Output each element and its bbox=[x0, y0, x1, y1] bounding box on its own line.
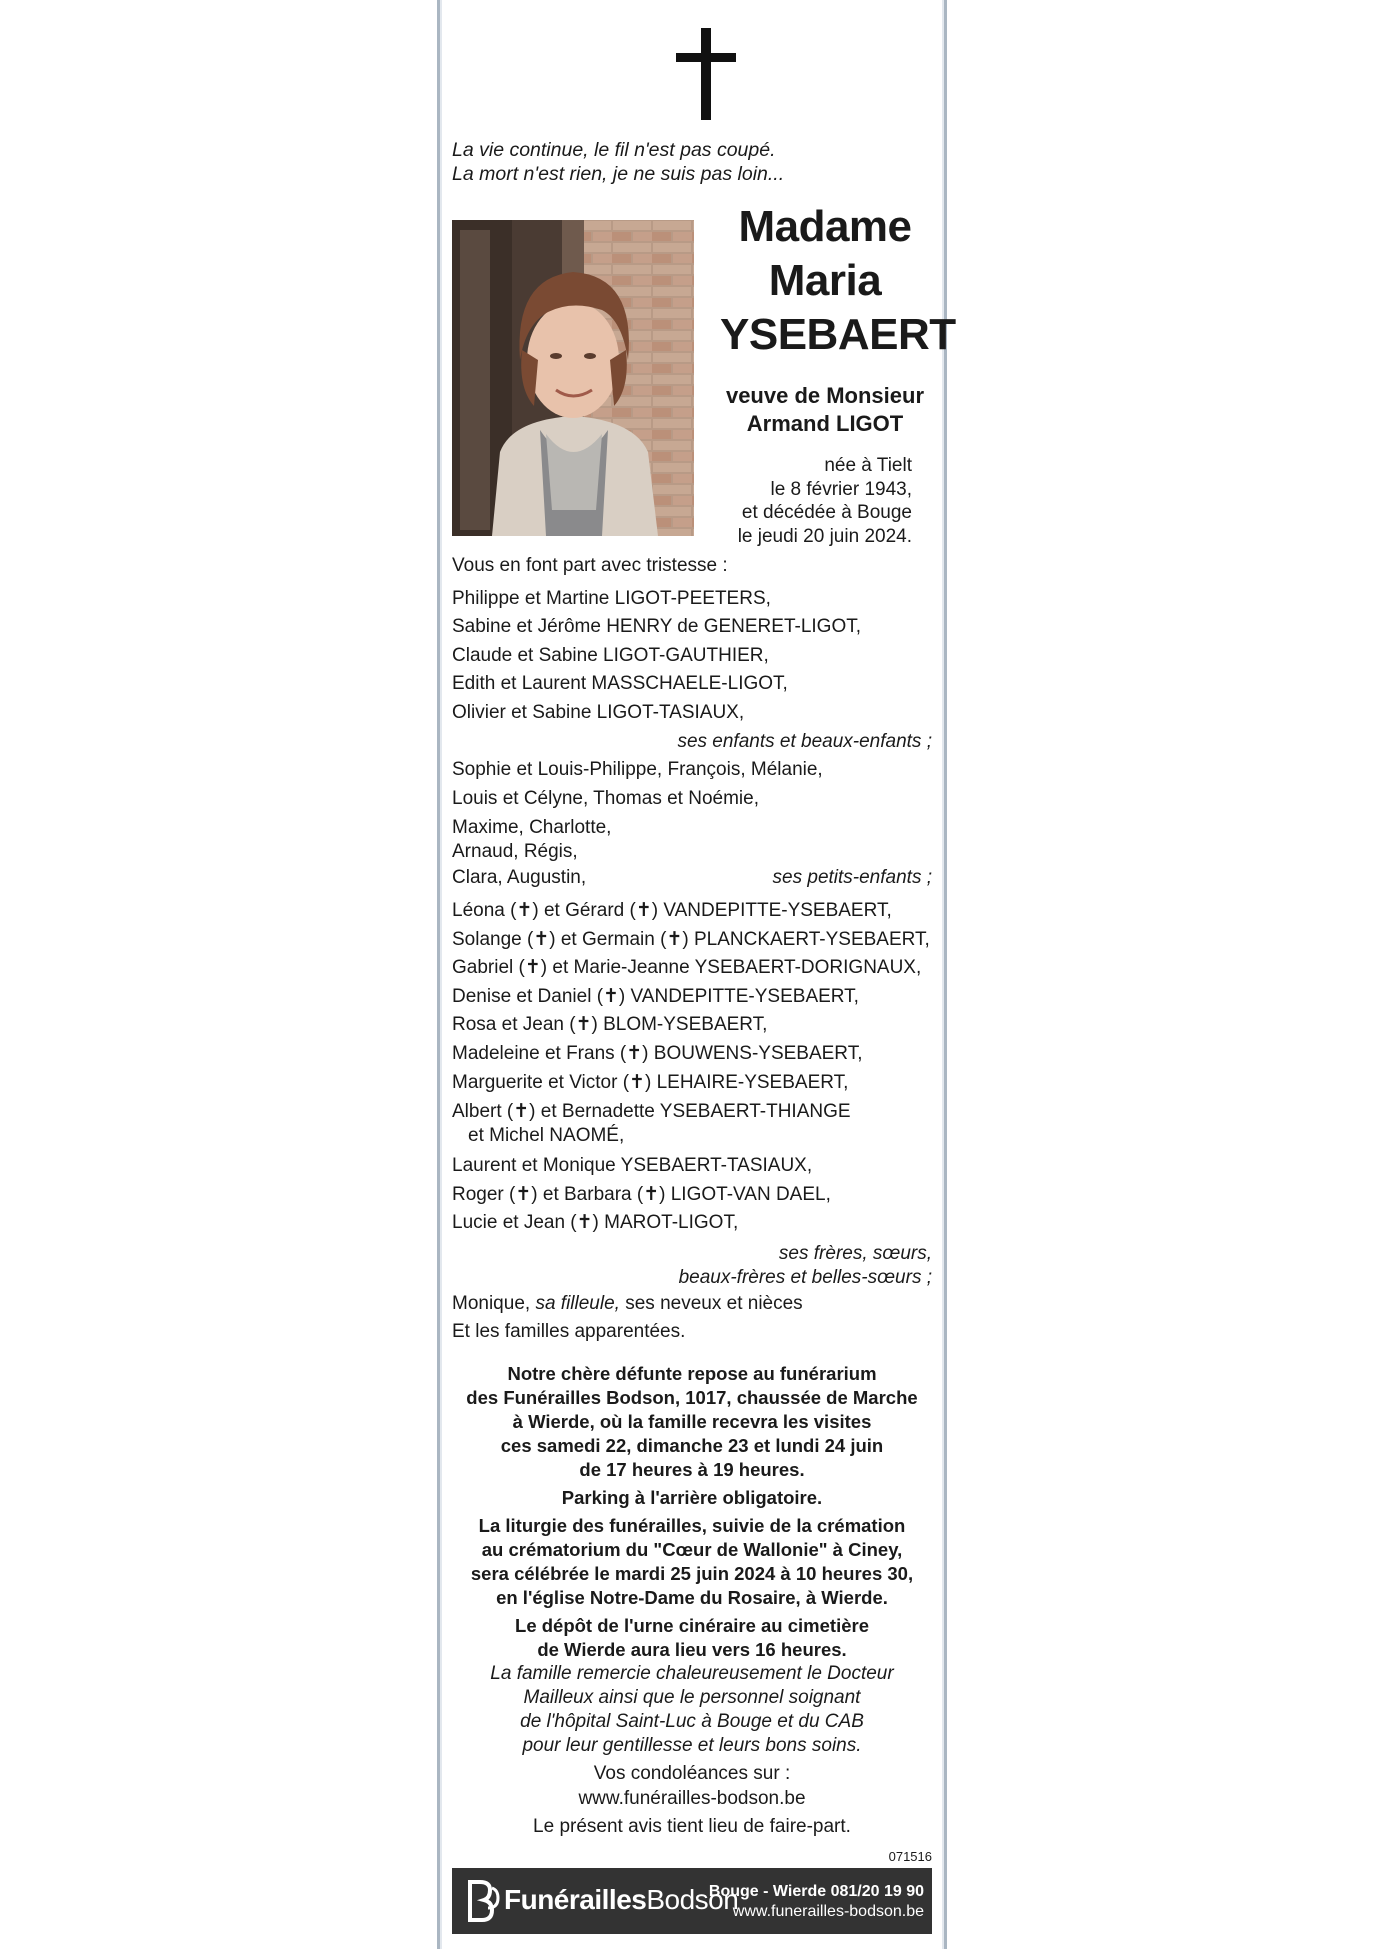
footer-phone: 081/20 19 90 bbox=[830, 1883, 924, 1900]
list-item: Rosa et Jean (✝) BLOM-YSEBAERT, bbox=[452, 1014, 768, 1036]
godchild-name: Monique, bbox=[452, 1292, 536, 1314]
list-item: Madeleine et Frans (✝) BOUWENS-YSEBAERT, bbox=[452, 1042, 863, 1064]
siblings-label: ses frères, sœurs, bbox=[778, 1242, 932, 1264]
thanks-line: Mailleux ainsi que le personnel soignant bbox=[523, 1687, 861, 1708]
birth-line: et décédée à Bouge bbox=[741, 502, 912, 523]
urn-line: Le dépôt de l'urne cinéraire au cimetière bbox=[515, 1615, 869, 1636]
list-item: Olivier et Sabine LIGOT-TASIAUX, bbox=[452, 701, 745, 723]
children-label: ses enfants et beaux-enfants ; bbox=[677, 730, 932, 752]
widow-of bbox=[720, 382, 930, 438]
list-item: Arnaud, Régis, bbox=[452, 841, 578, 863]
brand-part: Funérailles bbox=[504, 1884, 647, 1915]
thanks-line: pour leur gentillesse et leurs bons soins. bbox=[522, 1735, 862, 1756]
list-item: et Michel NAOMÉ, bbox=[468, 1125, 625, 1147]
cross-icon bbox=[676, 28, 736, 120]
list-item: Laurent et Monique YSEBAERT-TASIAUX, bbox=[452, 1155, 813, 1177]
godchild-line bbox=[452, 1290, 932, 1319]
thanks-block bbox=[452, 1662, 932, 1758]
urn-line: de Wierde aura lieu vers 16 heures. bbox=[537, 1639, 847, 1660]
grandchildren-last-row bbox=[452, 864, 932, 893]
funerarium-info bbox=[452, 1362, 932, 1662]
footer-contact bbox=[709, 1882, 924, 1922]
thanks-line: de l'hôpital Saint-Luc à Bouge et du CAB bbox=[520, 1711, 864, 1732]
birth-line: le jeudi 20 juin 2024. bbox=[737, 525, 912, 547]
epigraph-line: La mort n'est rien, je ne suis pas loin... bbox=[452, 163, 785, 185]
list-item: Edith et Laurent MASSCHAELE-LIGOT, bbox=[452, 673, 788, 695]
obituary-sheet bbox=[437, 0, 956, 1949]
deceased-first-name: Maria bbox=[768, 256, 882, 305]
widow-line: veuve de Monsieur bbox=[725, 383, 925, 408]
list-item: Albert (✝) et Bernadette YSEBAERT-THIANGE bbox=[452, 1101, 851, 1123]
families-line: Et les familles apparentées. bbox=[452, 1321, 686, 1343]
liturgy-line: au crématorium du "Cœur de Wallonie" à Ciney, bbox=[481, 1539, 903, 1560]
list-item: Sabine et Jérôme HENRY de GENERET-LIGOT, bbox=[452, 616, 862, 638]
funerarium-line: à Wierde, où la famille recevra les visites bbox=[512, 1411, 872, 1432]
list-item: Léona (✝) et Gérard (✝) VANDEPITTE-YSEBAERT, bbox=[452, 899, 892, 921]
liturgy-line: La liturgie des funérailles, suivie de la crémation bbox=[478, 1515, 906, 1536]
list-item: Louis et Célyne, Thomas et Noémie, bbox=[452, 787, 759, 809]
footer-locations: Bouge - Wierde bbox=[708, 1883, 827, 1900]
family-list bbox=[452, 552, 932, 1347]
birth-line: née à Tielt bbox=[824, 455, 912, 476]
birth-death-info bbox=[712, 454, 912, 548]
reference-number: 071516 bbox=[888, 1849, 932, 1864]
grandchildren-label: ses petits-enfants ; bbox=[772, 867, 932, 889]
list-item: Clara, Augustin, bbox=[452, 867, 587, 889]
condolences-website[interactable]: www.funérailles-bodson.be bbox=[578, 1787, 806, 1809]
announce-line: Vous en font part avec tristesse : bbox=[452, 555, 728, 576]
epigraph bbox=[452, 138, 784, 186]
deceased-title: Madame bbox=[738, 202, 912, 251]
funerarium-line: ces samedi 22, dimanche 23 et lundi 24 juin bbox=[500, 1435, 884, 1456]
funerarium-line: des Funérailles Bodson, 1017, chaussée de Marche bbox=[466, 1387, 918, 1408]
list-item: Roger (✝) et Barbara (✝) LIGOT-VAN DAEL, bbox=[452, 1183, 831, 1205]
funerarium-line: Notre chère défunte repose au funérarium bbox=[507, 1363, 877, 1384]
funerarium-line: de 17 heures à 19 heures. bbox=[579, 1459, 805, 1480]
list-item: Solange (✝) et Germain (✝) PLANCKAERT-YSEBAERT, bbox=[452, 928, 930, 950]
faire-part-note: Le présent avis tient lieu de faire-part. bbox=[533, 1816, 851, 1837]
thanks-line: La famille remercie chaleureusement le Docteur bbox=[490, 1663, 894, 1684]
footer-banner bbox=[452, 1868, 932, 1934]
condolences-line: Vos condoléances sur : bbox=[593, 1763, 791, 1784]
condolences-block bbox=[452, 1762, 932, 1840]
list-item: Marguerite et Victor (✝) LEHAIRE-YSEBAERT, bbox=[452, 1071, 849, 1093]
list-item: Denise et Daniel (✝) VANDEPITTE-YSEBAERT, bbox=[452, 985, 859, 1007]
liturgy-line: en l'église Notre-Dame du Rosaire, à Wierde. bbox=[496, 1587, 888, 1608]
godchild-rest: ses neveux et nièces bbox=[619, 1292, 803, 1314]
parking-note: Parking à l'arrière obligatoire. bbox=[561, 1487, 823, 1508]
list-item: Claude et Sabine LIGOT-GAUTHIER, bbox=[452, 644, 769, 666]
liturgy-line: sera célébrée le mardi 25 juin 2024 à 10 heures 30, bbox=[470, 1563, 914, 1584]
epigraph-line: La vie continue, le fil n'est pas coupé. bbox=[452, 139, 776, 161]
footer-brand bbox=[504, 1884, 738, 1916]
birth-line: le 8 février 1943, bbox=[770, 478, 912, 500]
footer-website[interactable]: www.funerailles-bodson.be bbox=[732, 1903, 924, 1920]
bodson-logo-icon bbox=[462, 1878, 504, 1924]
deceased-last-name: YSEBAERT bbox=[720, 310, 956, 359]
list-item: Philippe et Martine LIGOT-PEETERS, bbox=[452, 587, 771, 609]
list-item: Maxime, Charlotte, bbox=[452, 817, 612, 839]
portrait-photo bbox=[452, 220, 694, 536]
godchild-role: sa filleule, bbox=[535, 1292, 620, 1314]
deceased-name-block bbox=[720, 200, 956, 438]
list-item: Lucie et Jean (✝) MAROT-LIGOT, bbox=[452, 1212, 739, 1234]
list-item: Gabriel (✝) et Marie-Jeanne YSEBAERT-DORIGNAUX, bbox=[452, 957, 922, 979]
list-item: Sophie et Louis-Philippe, François, Mélanie, bbox=[452, 759, 823, 781]
siblings-label: beaux-frères et belles-sœurs ; bbox=[678, 1266, 932, 1288]
widow-line: Armand LIGOT bbox=[746, 411, 904, 436]
brand-part: Bodson bbox=[646, 1884, 739, 1915]
